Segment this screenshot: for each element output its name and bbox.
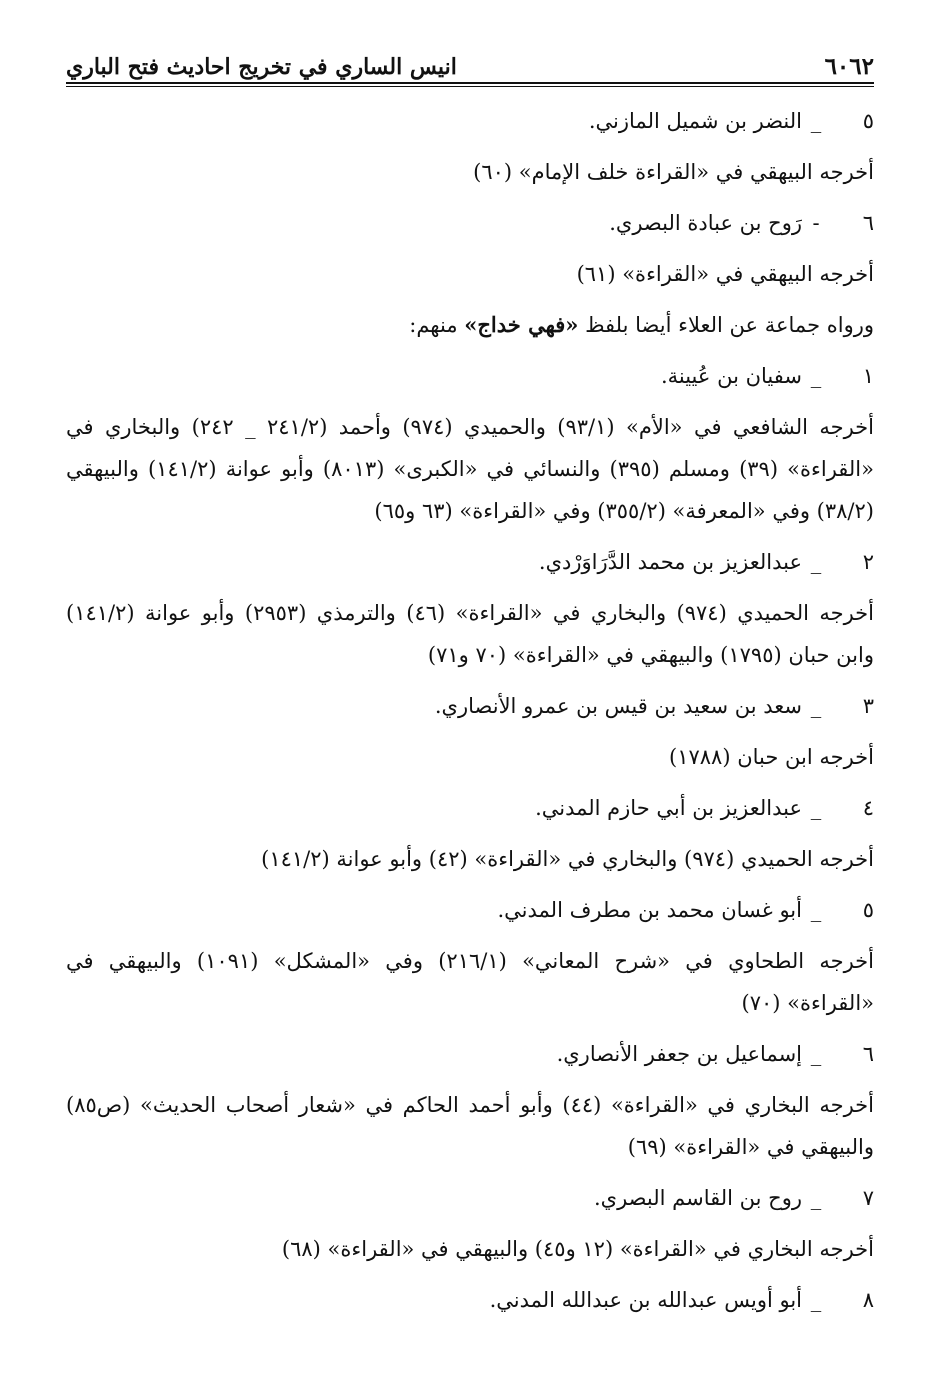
- reference-text: أخرجه الحميدي (٩٧٤) والبخاري في «القراءة» (٤٢) وأبو عوانة (١٤١/٢): [261, 847, 874, 871]
- narrator-item: [66, 787, 874, 829]
- item-number: ٥: [862, 898, 874, 922]
- narrator-name: عبدالعزيز بن أبي حازم المدني.: [535, 796, 802, 820]
- item-dash: _: [810, 1042, 822, 1066]
- reference-text: أخرجه الشافعي في «الأم» (٩٣/١) والحميدي (٩٧٤) وأحمد (٢٤١/٢ _ ٢٤٢) والبخاري في «القراءة» (٣٩) ومسلم (٣٩٥) والنسائي في «الكبرى» (٨٠١٣) وأبو عوانة (١٤١/٢) والبيهقي (٣٨/٢) وفي «المعرفة» (٣٥٥/٢) وفي «القراءة» (٦٣ و٦٥): [66, 415, 874, 523]
- narrator-name: النضر بن شميل المازني.: [588, 109, 802, 133]
- item-dash: _: [810, 109, 822, 133]
- narrator-item: [66, 685, 874, 727]
- narrator-item: [66, 1279, 874, 1321]
- item-dash: _: [810, 1288, 822, 1312]
- narrator-name: عبدالعزيز بن محمد الدَّرَاوَرْدي.: [538, 550, 802, 574]
- reference-text: أخرجه البيهقي في «القراءة خلف الإمام» (٦٠): [473, 160, 874, 184]
- narrator-name: روح بن القاسم البصري.: [593, 1186, 802, 1210]
- narrator-name: رَوح بن عبادة البصري.: [609, 211, 802, 235]
- item-dash: _: [810, 796, 822, 820]
- reference-text: أخرجه البخاري في «القراءة» (١٢ و٤٥) والبيهقي في «القراءة» (٦٨): [281, 1237, 874, 1261]
- header-rule: [66, 82, 874, 84]
- narrator-item: [66, 1033, 874, 1075]
- item-number: ٦: [862, 1042, 874, 1066]
- reference-text: أخرجه البخاري في «القراءة» (٤٤) وأبو أحمد الحاكم في «شعار أصحاب الحديث» (ص٨٥) والبيهقي في «القراءة» (٦٩): [66, 1093, 874, 1159]
- narrator-name: سفيان بن عُيينة.: [660, 364, 802, 388]
- item-number: ١: [862, 364, 874, 388]
- narrator-name: أبو أويس عبدالله بن عبدالله المدني.: [489, 1288, 802, 1312]
- item-dash: _: [810, 364, 822, 388]
- narrator-item: [66, 889, 874, 931]
- intro-text-end: منهم:: [409, 313, 465, 337]
- narrator-name: أبو غسان محمد بن مطرف المدني.: [497, 898, 802, 922]
- narrator-name: سعد بن سعيد بن قيس بن عمرو الأنصاري.: [434, 694, 802, 718]
- reference-text: أخرجه الحميدي (٩٧٤) والبخاري في «القراءة» (٤٦) والترمذي (٢٩٥٣) وأبو عوانة (١٤١/٢) وابن حبان (١٧٩٥) والبيهقي في «القراءة» (٧٠ و٧١): [66, 601, 874, 667]
- item-number: ٣: [862, 694, 874, 718]
- page-body: [66, 100, 874, 1330]
- quoted-phrase: «فهي خداج»: [464, 312, 579, 337]
- page-number: ٦٠٦٢: [824, 53, 874, 80]
- item-dash: -: [812, 211, 820, 235]
- intro-text: ورواه جماعة عن العلاء أيضا بلفظ: [578, 313, 874, 337]
- intro-paragraph: [66, 304, 874, 346]
- item-dash: _: [810, 1186, 822, 1210]
- item-number: ٨: [862, 1288, 874, 1312]
- page-header: [66, 42, 874, 80]
- narrator-name: إسماعيل بن جعفر الأنصاري.: [556, 1042, 802, 1066]
- running-title: انيس الساري في تخريج احاديث فتح الباري: [66, 54, 457, 80]
- reference-text: أخرجه البيهقي في «القراءة» (٦١): [576, 262, 874, 286]
- item-number: ٢: [862, 550, 874, 574]
- narrator-item: [66, 202, 874, 244]
- item-dash: _: [810, 550, 822, 574]
- narrator-item: [66, 100, 874, 142]
- item-dash: _: [810, 694, 822, 718]
- item-number: ٥: [862, 109, 874, 133]
- item-dash: _: [810, 898, 822, 922]
- item-number: ٧: [862, 1186, 874, 1210]
- header-rule-thin: [66, 86, 874, 87]
- narrator-item: [66, 1177, 874, 1219]
- narrator-item: [66, 541, 874, 583]
- item-number: ٤: [862, 796, 874, 820]
- reference-text: أخرجه الطحاوي في «شرح المعاني» (٢١٦/١) وفي «المشكل» (١٠٩١) والبيهقي في «القراءة» (٧٠): [66, 949, 874, 1015]
- narrator-item: [66, 355, 874, 397]
- item-number: ٦: [862, 211, 874, 235]
- reference-text: أخرجه ابن حبان (١٧٨٨): [669, 745, 874, 769]
